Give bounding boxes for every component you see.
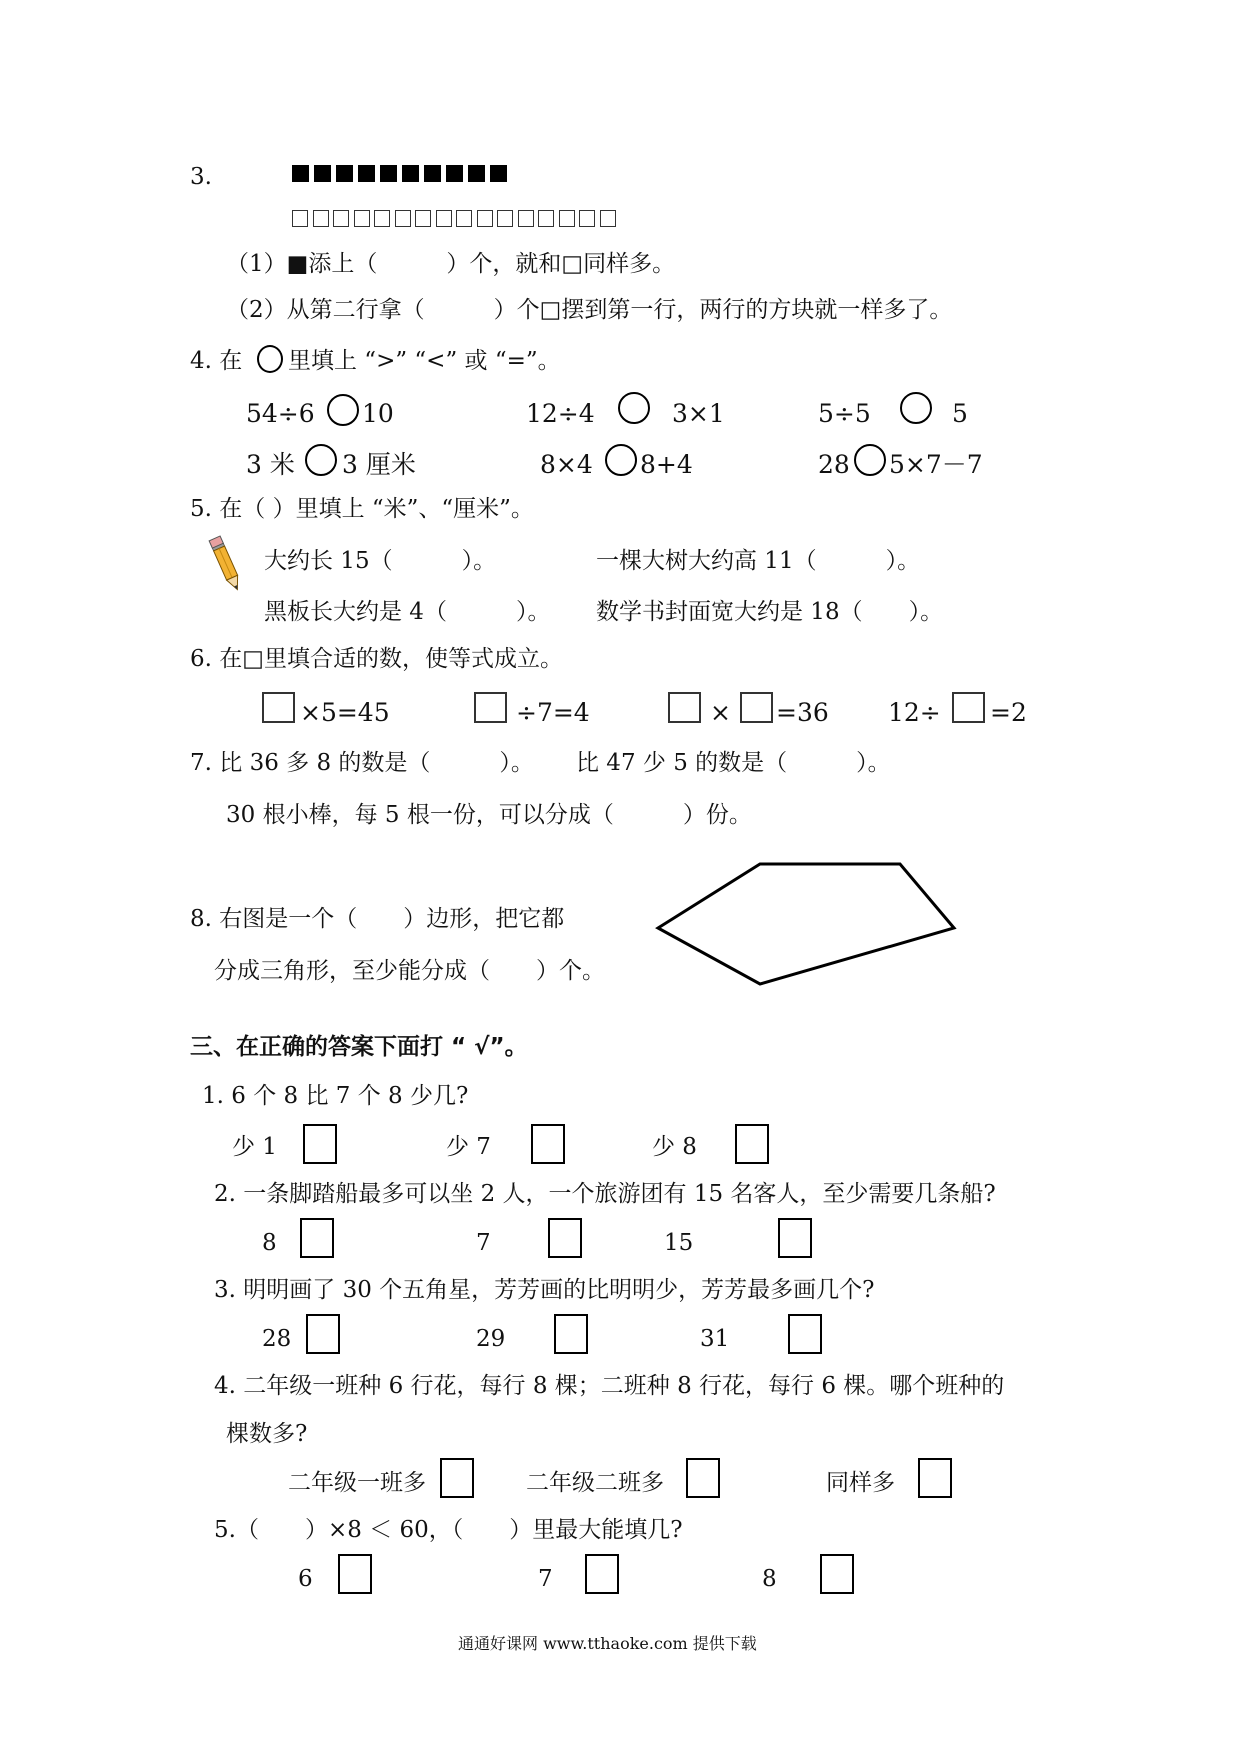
filled-square [336, 165, 353, 182]
footer: 通通好课网 www.tthaoke.com 提供下载 [458, 1634, 757, 1653]
q4-item4-right: 3 厘米 [342, 450, 416, 479]
s3-q1-option-2: 少 7 [446, 1134, 491, 1160]
q6-blank-4[interactable] [952, 692, 985, 723]
s3-q1-checkbox-1[interactable] [303, 1124, 337, 1164]
hollow-square [497, 210, 513, 227]
q4-item1-left: 54÷6 [246, 399, 315, 428]
hollow-square [374, 210, 390, 227]
hollow-square [313, 210, 329, 227]
s3-q4-text: 4. 二年级一班种 6 行花，每行 8 棵；二班种 8 行花，每行 6 棵。哪个班种的 [214, 1373, 1005, 1399]
q6-blank-3b[interactable] [740, 692, 773, 723]
s3-q5-option-2: 7 [538, 1566, 553, 1592]
filled-square [380, 165, 397, 182]
hollow-square [436, 210, 452, 227]
q6-blank-2[interactable] [474, 692, 507, 723]
q4-item6-circle[interactable] [854, 444, 886, 476]
q6-expr-4b: =2 [990, 698, 1027, 727]
q4-item2-circle[interactable] [618, 392, 650, 424]
hollow-square [395, 210, 411, 227]
hollow-square [354, 210, 370, 227]
s3-q1-option-3: 少 8 [652, 1134, 697, 1160]
q4-item5-circle[interactable] [605, 444, 637, 476]
s3-q3-option-2: 29 [476, 1326, 506, 1352]
q4-item5-right: 8+4 [640, 450, 693, 479]
q6-blank-1[interactable] [262, 692, 295, 723]
s3-q4-text-line-2: 棵数多? [226, 1421, 308, 1447]
hollow-square [333, 210, 349, 227]
q6-expr-2: ÷7=4 [516, 698, 590, 727]
hollow-square [456, 210, 472, 227]
hollow-square [579, 210, 595, 227]
s3-q4-checkbox-1[interactable] [440, 1458, 474, 1498]
hollow-square [600, 210, 616, 227]
q6-title: 6. 在□里填合适的数，使等式成立。 [190, 646, 563, 672]
q4-title-circle-icon [257, 345, 283, 373]
hollow-square [559, 210, 575, 227]
s3-q3-checkbox-1[interactable] [306, 1314, 340, 1354]
s3-q3-checkbox-2[interactable] [554, 1314, 588, 1354]
hollow-square [518, 210, 534, 227]
pencil-icon [206, 532, 246, 596]
q4-item2-left: 12÷4 [526, 399, 595, 428]
s3-q4-checkbox-2[interactable] [686, 1458, 720, 1498]
q8-line-2: 分成三角形，至少能分成（ ）个。 [214, 958, 605, 984]
s3-q1-option-1: 少 1 [232, 1134, 277, 1160]
s3-q2-checkbox-1[interactable] [300, 1218, 334, 1258]
s3-q4-checkbox-3[interactable] [918, 1458, 952, 1498]
q6-expr-3b: =36 [776, 698, 829, 727]
s3-q2-checkbox-2[interactable] [548, 1218, 582, 1258]
filled-square [292, 165, 309, 182]
q5-item-a: 大约长 15（ ）。 [264, 548, 497, 574]
s3-q2-option-3: 15 [664, 1230, 694, 1256]
q3-sub2: （2）从第二行拿（ ）个□摆到第一行，两行的方块就一样多了。 [226, 297, 953, 323]
q4-item1-circle[interactable] [327, 394, 359, 426]
hollow-square [292, 210, 308, 227]
s3-q5-text: 5.（ ）×8 ＜ 60，（ ）里最大能填几? [214, 1517, 683, 1543]
s3-q5-checkbox-3[interactable] [820, 1554, 854, 1594]
s3-q2-option-2: 7 [476, 1230, 491, 1256]
s3-q3-option-1: 28 [262, 1326, 292, 1352]
s3-q1-text: 1. 6 个 8 比 7 个 8 少几? [202, 1083, 469, 1109]
filled-square [490, 165, 507, 182]
q5-title: 5. 在（ ）里填上 “米”、“厘米”。 [190, 496, 534, 522]
s3-q4-option-1: 二年级一班多 [288, 1470, 426, 1496]
filled-square [468, 165, 485, 182]
filled-square [358, 165, 375, 182]
q7-part-b: 比 47 少 5 的数是（ ）。 [576, 750, 891, 776]
pentagon-figure [650, 856, 962, 992]
q4-item5-left: 8×4 [540, 450, 593, 479]
q4-item6-right: 5×7－7 [889, 450, 983, 479]
q4-title-prefix: 4. 在 [190, 348, 243, 374]
q4-item3-right: 5 [952, 399, 968, 428]
s3-q5-checkbox-2[interactable] [585, 1554, 619, 1594]
q7-part-c: 30 根小棒，每 5 根一份，可以分成（ ）份。 [226, 802, 752, 828]
s3-q2-text: 2. 一条脚踏船最多可以坐 2 人，一个旅游团有 15 名客人，至少需要几条船? [214, 1181, 996, 1207]
s3-q2-checkbox-3[interactable] [778, 1218, 812, 1258]
hollow-square [415, 210, 431, 227]
s3-q5-option-3: 8 [762, 1566, 777, 1592]
q6-expr-4a: 12÷ [888, 698, 941, 727]
q5-item-b: 一棵大树大约高 11（ ）。 [596, 548, 921, 574]
s3-q3-option-3: 31 [700, 1326, 730, 1352]
q7-part-a: 7. 比 36 多 8 的数是（ ）。 [190, 750, 534, 776]
s3-q1-checkbox-3[interactable] [735, 1124, 769, 1164]
q5-item-c: 黑板长大约是 4（ ）。 [264, 599, 551, 625]
filled-square [446, 165, 463, 182]
q4-item1-right: 10 [362, 399, 394, 428]
s3-q4-option-3: 同样多 [826, 1470, 895, 1496]
section-3-heading: 三、在正确的答案下面打 “ √”。 [190, 1034, 528, 1060]
q3-sub1: （1）■添上（ ）个，就和□同样多。 [226, 251, 676, 277]
s3-q5-option-1: 6 [298, 1566, 313, 1592]
s3-q3-text: 3. 明明画了 30 个五角星，芳芳画的比明明少，芳芳最多画几个? [214, 1277, 875, 1303]
hollow-square [477, 210, 493, 227]
q6-expr-3a: × [710, 698, 731, 727]
s3-q4-option-2: 二年级二班多 [526, 1470, 664, 1496]
q6-expr-1: ×5=45 [300, 698, 390, 727]
q6-blank-3a[interactable] [668, 692, 701, 723]
filled-square [402, 165, 419, 182]
filled-square [424, 165, 441, 182]
q4-title-suffix: 里填上 “>” “<” 或 “=”。 [288, 348, 561, 374]
q8-line-1: 8. 右图是一个（ ）边形，把它都 [190, 906, 565, 932]
q4-item4-left: 3 米 [246, 450, 295, 479]
filled-square [314, 165, 331, 182]
s3-q5-checkbox-1[interactable] [338, 1554, 372, 1594]
hollow-square [538, 210, 554, 227]
q4-item4-circle[interactable] [305, 444, 337, 476]
q3-number: 3. [190, 164, 212, 190]
q4-item3-left: 5÷5 [818, 399, 871, 428]
q4-item3-circle[interactable] [900, 392, 932, 424]
s3-q3-checkbox-3[interactable] [788, 1314, 822, 1354]
s3-q1-checkbox-2[interactable] [531, 1124, 565, 1164]
s3-q2-option-1: 8 [262, 1230, 277, 1256]
q4-item2-right: 3×1 [672, 399, 725, 428]
q5-item-d: 数学书封面宽大约是 18（ ）。 [596, 599, 944, 625]
q4-item6-left: 28 [818, 450, 850, 479]
